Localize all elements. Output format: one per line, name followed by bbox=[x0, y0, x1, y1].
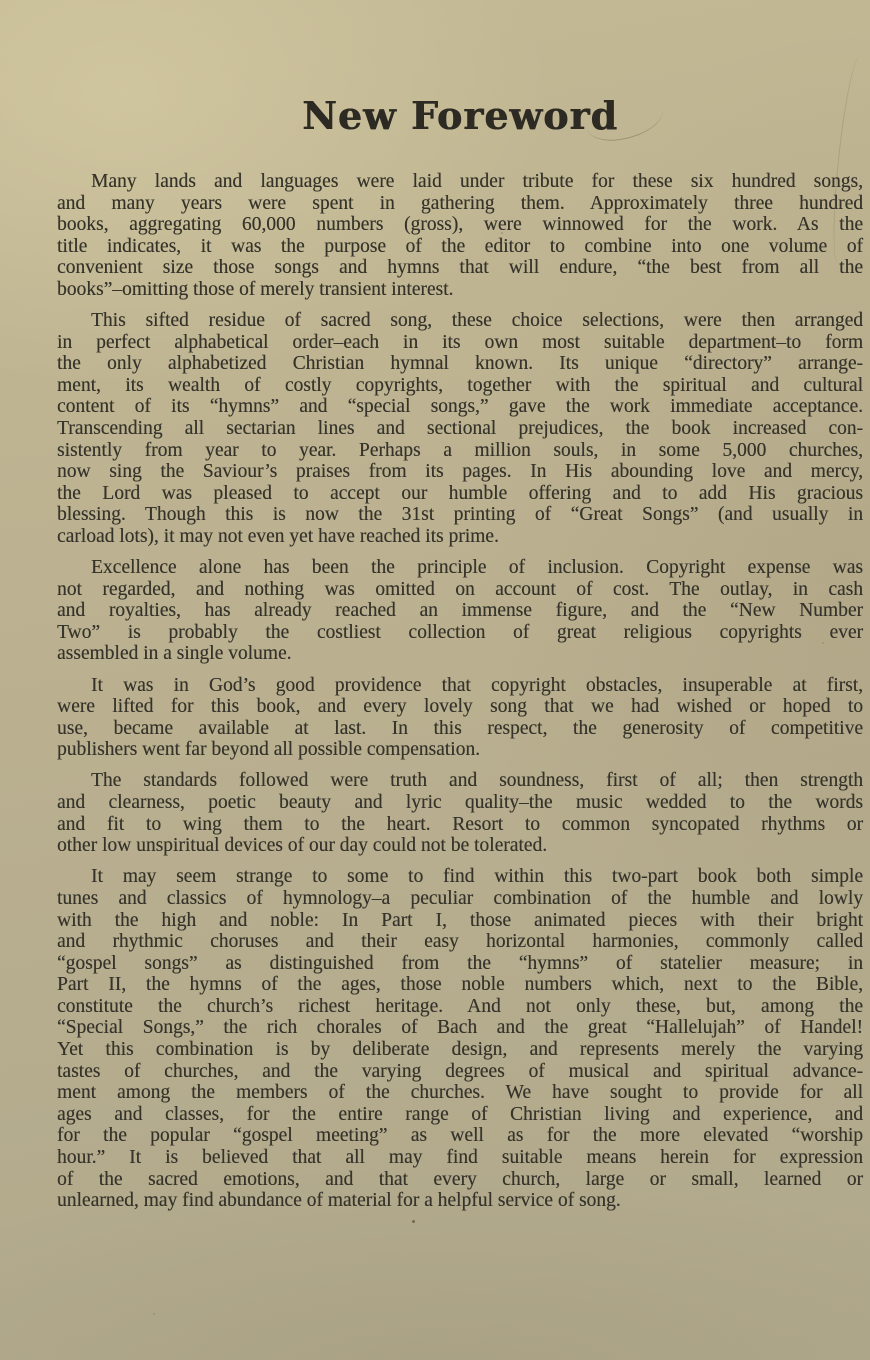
page-title: New Foreword bbox=[302, 93, 618, 138]
text-line: Excellence alone has been the principle of inclusion. Copyright expense was bbox=[91, 557, 863, 579]
paragraph bbox=[57, 866, 863, 1212]
text-line: This sifted residue of sacred song, these choice selections, were then arranged bbox=[91, 310, 863, 332]
text-line: It may seem strange to some to find within this two-part book both simple bbox=[91, 866, 863, 888]
paragraph bbox=[57, 171, 863, 301]
text-line: Many lands and languages were laid under tribute for these six hundred songs, bbox=[91, 171, 863, 192]
text-line: Yet this combination is by deliberate design, and represents merely the varying bbox=[57, 1039, 863, 1061]
foreword-text bbox=[57, 171, 863, 1212]
text-line: unlearned, may find abundance of material for a helpful service of song. bbox=[57, 1190, 621, 1212]
paragraph bbox=[57, 675, 863, 761]
text-line: Part II, the hymns of the ages, those noble numbers which, next to the Bible, bbox=[57, 974, 863, 996]
text-line: not regarded, and nothing was omitted on account of cost. The outlay, in cash bbox=[57, 578, 863, 600]
paper-speck bbox=[153, 1313, 155, 1315]
text-line: books, aggregating 60,000 numbers (gross), were winnowed for the work. As the bbox=[57, 214, 863, 236]
paragraph bbox=[57, 770, 863, 856]
text-line: tastes of churches, and the varying degrees of musical and spiritual advance- bbox=[57, 1060, 863, 1082]
text-line: the only alphabetized Christian hymnal known. Its unique “directory” arrange- bbox=[57, 353, 863, 375]
text-line: “Special Songs,” the rich chorales of Bach and the great “Hallelujah” of Handel! bbox=[57, 1017, 863, 1039]
text-line: the Lord was pleased to accept our humble offering and to add His gracious bbox=[57, 482, 863, 504]
text-line: and rhythmic choruses and their easy horizontal harmonies, commonly called bbox=[57, 931, 863, 953]
text-line: were lifted for this book, and every lovely song that we had wished or hoped to bbox=[57, 696, 863, 718]
text-line: content of its “hymns” and “special songs,” gave the work immediate acceptance. bbox=[57, 396, 863, 418]
paper-speck bbox=[501, 232, 503, 234]
text-line: publishers went far beyond all possible compensation. bbox=[57, 739, 480, 761]
text-line: carload lots), it may not even yet have reached its prime. bbox=[57, 526, 499, 547]
paragraph bbox=[57, 310, 863, 548]
text-line: “gospel songs” as distinguished from the “hymns” of statelier measure; in bbox=[57, 952, 863, 974]
paper-speck bbox=[412, 1220, 415, 1223]
text-line: blessing. Though this is now the 31st printing of “Great Songs” (and usually in bbox=[57, 504, 863, 526]
text-line: and many years were spent in gathering them. Approximately three hundred bbox=[57, 192, 863, 214]
text-line: ment, its wealth of costly copyrights, together with the spiritual and cultural bbox=[57, 374, 863, 396]
text-line: ages and classes, for the entire range of Christian living and experience, and bbox=[57, 1103, 863, 1125]
text-line: hour.” It is believed that all may find suitable means herein for expression bbox=[57, 1147, 863, 1169]
text-line: for the popular “gospel meeting” as well as for the more elevated “worship bbox=[57, 1125, 863, 1147]
text-line: in perfect alphabetical order–each in its own most suitable department–to form bbox=[57, 331, 863, 353]
text-line: books”–omitting those of merely transient interest. bbox=[57, 278, 454, 300]
paragraph bbox=[57, 557, 863, 665]
paper-speck bbox=[822, 642, 824, 644]
text-line: now sing the Saviour’s praises from its pages. In His abounding love and mercy, bbox=[57, 461, 863, 483]
text-line: constitute the church’s richest heritage. And not only these, but, among the bbox=[57, 995, 863, 1017]
text-line: Transcending all sectarian lines and sectional prejudices, the book increased con- bbox=[57, 418, 863, 440]
text-line: other low unspiritual devices of our day could not be tolerated. bbox=[57, 835, 548, 857]
text-line: and royalties, has already reached an immense figure, and the “New Number bbox=[57, 600, 863, 622]
text-line: and fit to wing them to the heart. Resort to common syncopated rhythms or bbox=[57, 813, 863, 835]
text-line: with the high and noble: In Part I, those animated pieces with their bright bbox=[57, 909, 863, 931]
text-line: Two” is probably the costliest collection of great religious copyrights ever bbox=[57, 621, 863, 643]
text-line: sistently from year to year. Perhaps a million souls, in some 5,000 churches, bbox=[57, 439, 863, 461]
text-line: and clearness, poetic beauty and lyric quality–the music wedded to the words bbox=[57, 792, 863, 814]
text-line: title indicates, it was the purpose of the editor to combine into one volume of bbox=[57, 235, 863, 257]
text-line: It was in God’s good providence that copyright obstacles, insuperable at first, bbox=[91, 674, 863, 696]
text-line: use, became available at last. In this respect, the generosity of competitive bbox=[57, 717, 863, 739]
text-line: ment among the members of the churches. We have sought to provide for all bbox=[57, 1082, 863, 1104]
text-line: tunes and classics of hymnology–a peculiar combination of the humble and lowly bbox=[57, 887, 863, 909]
text-line: The standards followed were truth and soundness, first of all; then strength bbox=[91, 770, 863, 792]
text-line: assembled in a single volume. bbox=[57, 643, 292, 665]
text-line: of the sacred emotions, and that every church, large or small, learned or bbox=[57, 1168, 863, 1190]
text-line: convenient size those songs and hymns that will endure, “the best from all the bbox=[57, 257, 863, 279]
